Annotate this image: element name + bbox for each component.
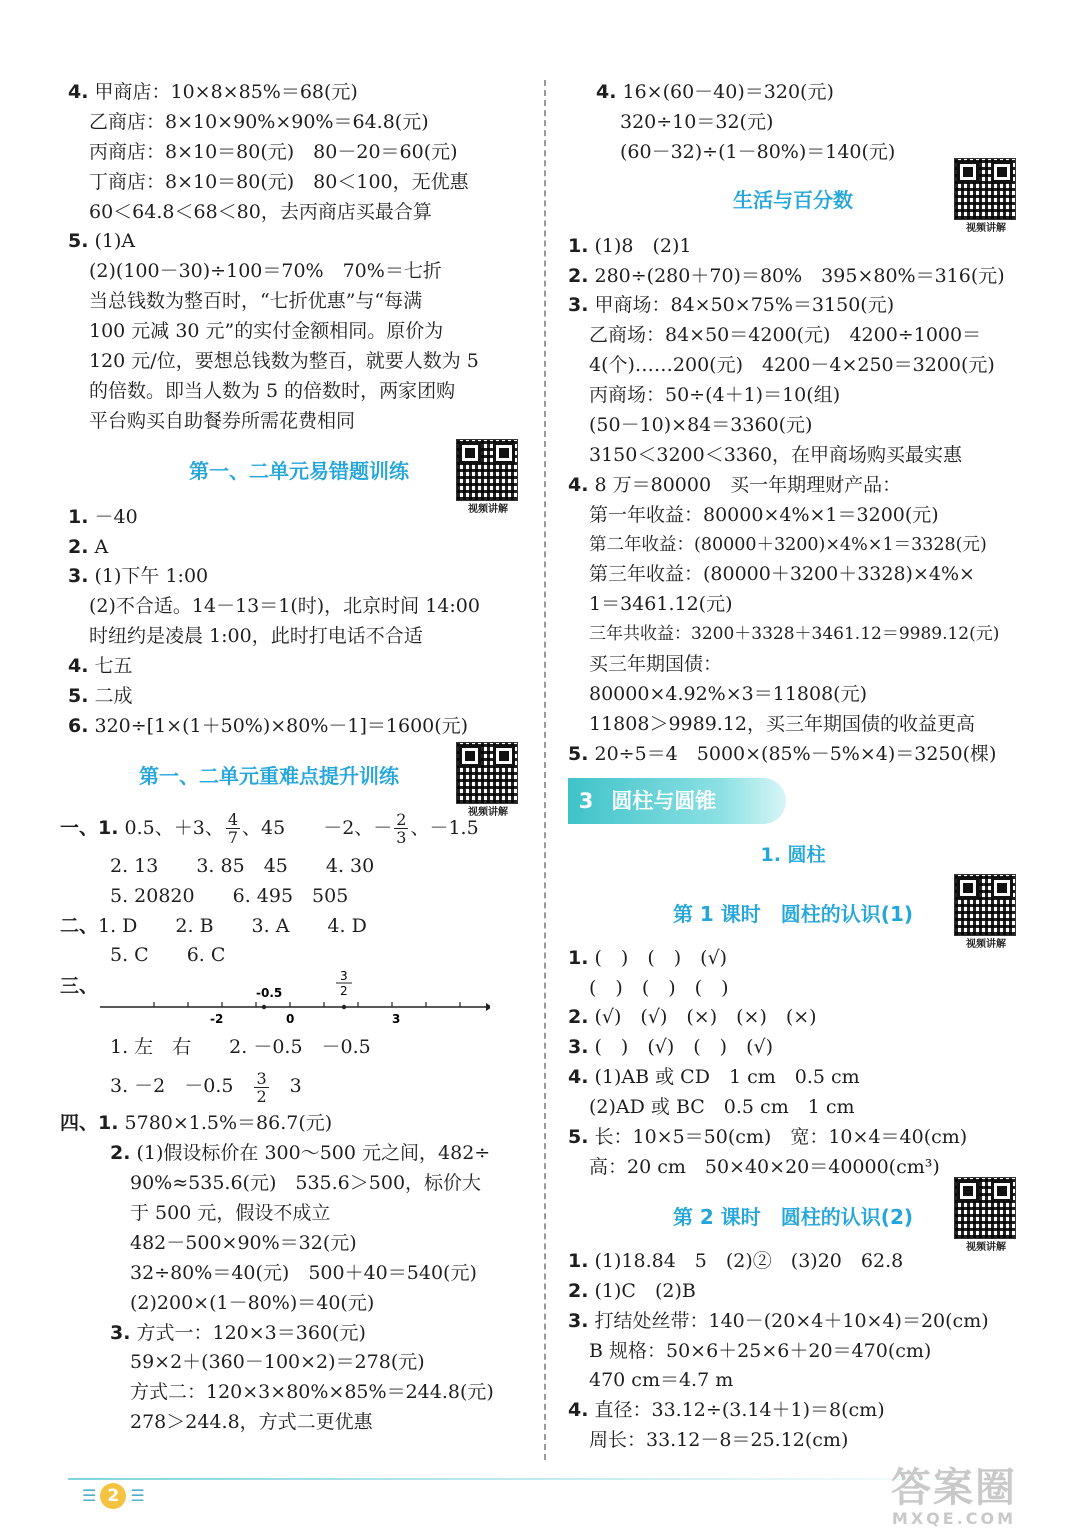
lesson1-item: 2. (√) (√) (×) (×) (×) xyxy=(568,1006,817,1029)
part4-line: 3. 方式一：120×3＝360(元) xyxy=(110,1321,366,1344)
sec1-item: 时纽约是凌晨 1:00，此时打电话不合适 xyxy=(89,625,423,648)
watermark-logo-text: 答案圈 xyxy=(891,1465,1017,1511)
section-heading-errors xyxy=(68,443,530,515)
sec3-item: 乙商场：84×50＝4200(元) 4200÷1000＝ xyxy=(589,324,982,347)
sec3-item: 80000×4.92%×3＝11808(元) xyxy=(589,683,867,706)
part1-line-3: 5. 20820 6. 495 505 xyxy=(110,884,349,907)
lesson2-item: 470 cm＝4.7 m xyxy=(589,1369,734,1392)
qr-caption: 视频讲解 xyxy=(468,806,508,818)
q5-line-6: 的倍数。即当人数为 5 的倍数时，两家团购 xyxy=(89,379,456,402)
section-title: 第一、二单元重难点提升训练 xyxy=(139,763,399,788)
sec3-item: 4. 8 万＝80000 买一年期理财产品： xyxy=(568,473,902,496)
lesson1-item: 5. 长：10×5＝50(cm) 宽：10×4＝40(cm) xyxy=(568,1126,968,1149)
lesson2-item: 3. 打结处丝带：140－(20×4＋10×4)＝20(cm) xyxy=(568,1309,989,1332)
lesson1-heading xyxy=(568,886,1018,950)
qr-caption: 视频讲解 xyxy=(468,503,508,515)
part4-line: 方式二：120×3×80%×85%＝244.8(元) xyxy=(130,1381,494,1404)
lesson1-item: ( ) ( ) ( ) xyxy=(589,976,729,999)
section-heading-key-points xyxy=(68,748,530,818)
lesson-title: 第 1 课时 圆柱的认识(1) xyxy=(672,901,914,926)
label-neg-half: -0.5 xyxy=(256,986,283,1001)
column-divider xyxy=(544,80,546,1460)
q4-line-3: 丙商店：8×10＝80(元) 80－20＝60(元) xyxy=(89,140,458,163)
qr-code[interactable] xyxy=(954,874,1018,952)
qr-code-icon xyxy=(456,742,518,804)
right-column xyxy=(568,78,1018,1456)
sec3-item: 5. 20÷5＝4 5000×(85%－5%×4)＝3250(棵) xyxy=(568,742,997,765)
sec1-item: 6. 320÷[1×(1＋50%)×80%－1]＝1600(元) xyxy=(68,714,469,737)
section-title: 第一、二单元易错题训练 xyxy=(189,458,409,483)
unit-title: 圆柱与圆锥 xyxy=(611,788,717,813)
question-number: 5. xyxy=(68,230,89,253)
lesson2-item: 2. (1)C (2)B xyxy=(568,1279,696,1302)
part3-line-2: 3. －2 －0.5 $\frac{3}{2}$ 3 xyxy=(110,1068,302,1106)
lesson2-item: 周长：33.12－8＝25.12(cm) xyxy=(589,1429,849,1452)
sec3-item: 买三年期国债： xyxy=(589,653,723,676)
qr-caption: 视频讲解 xyxy=(966,222,1006,234)
tick-label-3: 3 xyxy=(392,1012,401,1027)
part4-line: 278＞244.8，方式二更优惠 xyxy=(130,1411,373,1434)
label-frac-den: 2 xyxy=(340,984,348,999)
arrow-icon xyxy=(486,1003,490,1011)
part2-line-2: 5. C 6. C xyxy=(110,944,226,967)
watermark-url: MXQE.COM xyxy=(891,1509,1017,1528)
qr-code[interactable] xyxy=(954,158,1018,236)
qr-caption: 视频讲解 xyxy=(966,938,1006,950)
part4-line-1: 四、1. 5780×1.5%＝86.7(元) xyxy=(60,1112,333,1135)
q4-line-1 xyxy=(68,78,530,108)
part4-line: 482－500×90%＝32(元) xyxy=(130,1231,357,1254)
part4-line: 于 500 元，假设不成立 xyxy=(130,1201,331,1224)
page-deco-left-icon: ☰ xyxy=(82,1486,97,1505)
label-frac-num: 3 xyxy=(340,971,348,984)
sec3-item: 3. 甲商场：84×50×75%＝3150(元) xyxy=(568,294,895,317)
section-heading-life-percent xyxy=(568,172,1018,234)
sub-heading-cylinder: 1. 圆柱 xyxy=(760,843,826,866)
part4-line: 90%≈535.6(元) 535.6＞500，标价大 xyxy=(130,1172,482,1195)
q5-line-5: 120 元/位，要想总钱数为整百，就要人数为 5 xyxy=(89,350,479,373)
qr-code-icon xyxy=(954,158,1016,220)
sec3-item: 三年共收益：3200＋3328＋3461.12＝9989.12(元) xyxy=(589,624,1000,645)
sec3-item: 第一年收益：80000×4%×1＝3200(元) xyxy=(589,503,939,526)
page-number xyxy=(82,1480,145,1512)
tick-label-neg2: -2 xyxy=(210,1012,224,1027)
q4-line-2: 320÷10＝32(元) xyxy=(620,110,774,133)
sec3-item: 丙商场：50÷(4＋1)＝10(组) xyxy=(589,384,841,407)
lesson1-item: 4. (1)AB 或 CD 1 cm 0.5 cm xyxy=(568,1066,860,1089)
qr-code-icon xyxy=(456,439,518,501)
lesson1-item: 1. ( ) ( ) (√) xyxy=(568,946,728,969)
fraction: $\frac{3}{2}$ xyxy=(256,1068,267,1106)
section-title: 生活与百分数 xyxy=(733,187,853,212)
q4-line-5: 60＜64.8＜68＜80，去丙商店买最合算 xyxy=(89,200,432,223)
sec3-item: 4(个)……200(元) 4200－4×250＝3200(元) xyxy=(589,354,995,377)
part3-line-1: 1. 左 右 2. －0.5 －0.5 xyxy=(110,1036,371,1059)
sec1-item: 1. －40 xyxy=(68,505,138,528)
q4-line-2: 乙商店：8×10×90%×90%＝64.8(元) xyxy=(89,110,429,133)
q4-line-4: 丁商店：8×10＝80(元) 80＜100，无优惠 xyxy=(89,170,469,193)
lesson2-item: 4. 直径：33.12÷(3.14＋1)＝8(cm) xyxy=(568,1399,885,1422)
q5-line-1 xyxy=(68,227,530,257)
page-number-badge: 2 xyxy=(100,1483,126,1509)
sec1-item: 3. (1)下午 1:00 xyxy=(68,565,209,588)
fraction: $\frac{4}{7}$ xyxy=(227,810,239,848)
part4-line: (2)200×(1－80%)＝40(元) xyxy=(130,1291,375,1314)
qr-code[interactable] xyxy=(954,1177,1018,1255)
answer-text: (1)A xyxy=(94,230,136,253)
sec1-item: 4. 七五 xyxy=(68,655,133,678)
lesson1-item: 高：20 cm 50×40×20＝40000(cm³) xyxy=(589,1155,940,1178)
part1-line-2: 2. 13 3. 85 45 4. 30 xyxy=(110,854,375,877)
lesson2-heading xyxy=(568,1189,1018,1253)
q5-line-4: 100 元减 30 元”的实付金额相同。原价为 xyxy=(89,320,444,343)
tick-label-0: 0 xyxy=(286,1012,295,1027)
sec3-item: 2. 280÷(280＋70)＝80% 395×80%＝316(元) xyxy=(568,264,1005,287)
q4-line-1: 4. 16×(60－40)＝320(元) xyxy=(596,81,834,103)
qr-code-icon xyxy=(954,1177,1016,1239)
sec1-item: 5. 二成 xyxy=(68,685,133,708)
unit-banner xyxy=(568,778,786,824)
sec3-item: (50－10)×84＝3360(元) xyxy=(589,414,813,437)
sec3-item: 第二年收益：(80000＋3200)×4%×1＝3328(元) xyxy=(589,534,987,555)
sec1-item: 2. A xyxy=(68,535,109,558)
part2-line-1: 二、1. D 2. B 3. A 4. D xyxy=(60,914,367,937)
answer-text: 甲商店：10×8×85%＝68(元) xyxy=(94,81,358,103)
qr-code-icon xyxy=(954,874,1016,936)
part3-number-line: 三、 -0.5 3 2 -2 0 3 xyxy=(60,971,530,1031)
lesson2-item: 1. (1)18.84 5 (2)② (3)20 62.8 xyxy=(568,1249,904,1272)
lesson2-item: B 规格：50×6＋25×6＋20＝470(cm) xyxy=(589,1339,932,1362)
fraction: $\frac{2}{3}$ xyxy=(396,810,407,848)
sec3-item: 11808＞9989.12，买三年期国债的收益更高 xyxy=(589,712,976,735)
sec3-item: 1. (1)8 (2)1 xyxy=(568,234,692,257)
q5-line-7: 平台购买自助餐券所需花费相同 xyxy=(89,409,356,432)
sec3-item: 1＝3461.12(元) xyxy=(589,593,733,616)
sec3-item: 3150＜3200＜3360，在甲商场购买最实惠 xyxy=(589,443,963,466)
qr-caption: 视频讲解 xyxy=(966,1241,1006,1253)
part4-line: 32÷80%＝40(元) 500＋40＝540(元) xyxy=(130,1261,477,1284)
q5-line-3: 当总钱数为整百时，“七折优惠”与“每满 xyxy=(89,290,423,313)
part1-line-1: 一、1. 0.5、＋3、 $\frac{4}{7}$ 、45 －2、－ $\frac{2}{3}$ 、－1.5 xyxy=(60,810,479,848)
sec1-item: (2)不合适。14－13＝1(时)，北京时间 14:00 xyxy=(89,595,480,618)
page-deco-right-icon: ☰ xyxy=(130,1486,145,1505)
sec3-item: 第三年收益：(80000＋3200＋3328)×4%× xyxy=(589,563,975,586)
lesson1-item: 3. ( ) (√) ( ) (√) xyxy=(568,1036,774,1059)
left-column xyxy=(60,78,530,1438)
number-line-diagram xyxy=(100,971,490,1031)
part4-line: 2. (1)假设标价在 300～500 元之间，482÷ xyxy=(110,1142,491,1165)
q5-line-2: (2)(100－30)÷100＝70% 70%＝七折 xyxy=(89,260,442,283)
unit-number: 3 xyxy=(578,788,594,813)
point-neg-half xyxy=(262,1005,266,1009)
lesson1-item: (2)AD 或 BC 0.5 cm 1 cm xyxy=(589,1096,855,1119)
lesson-title: 第 2 课时 圆柱的认识(2) xyxy=(672,1204,914,1229)
part4-line: 59×2＋(360－100×2)＝278(元) xyxy=(130,1351,425,1374)
question-number: 4. xyxy=(68,81,89,103)
point-three-halves xyxy=(342,1005,346,1009)
watermark xyxy=(854,1466,1054,1532)
q4-line-3: (60－32)÷(1－80%)＝140(元) xyxy=(620,140,896,163)
